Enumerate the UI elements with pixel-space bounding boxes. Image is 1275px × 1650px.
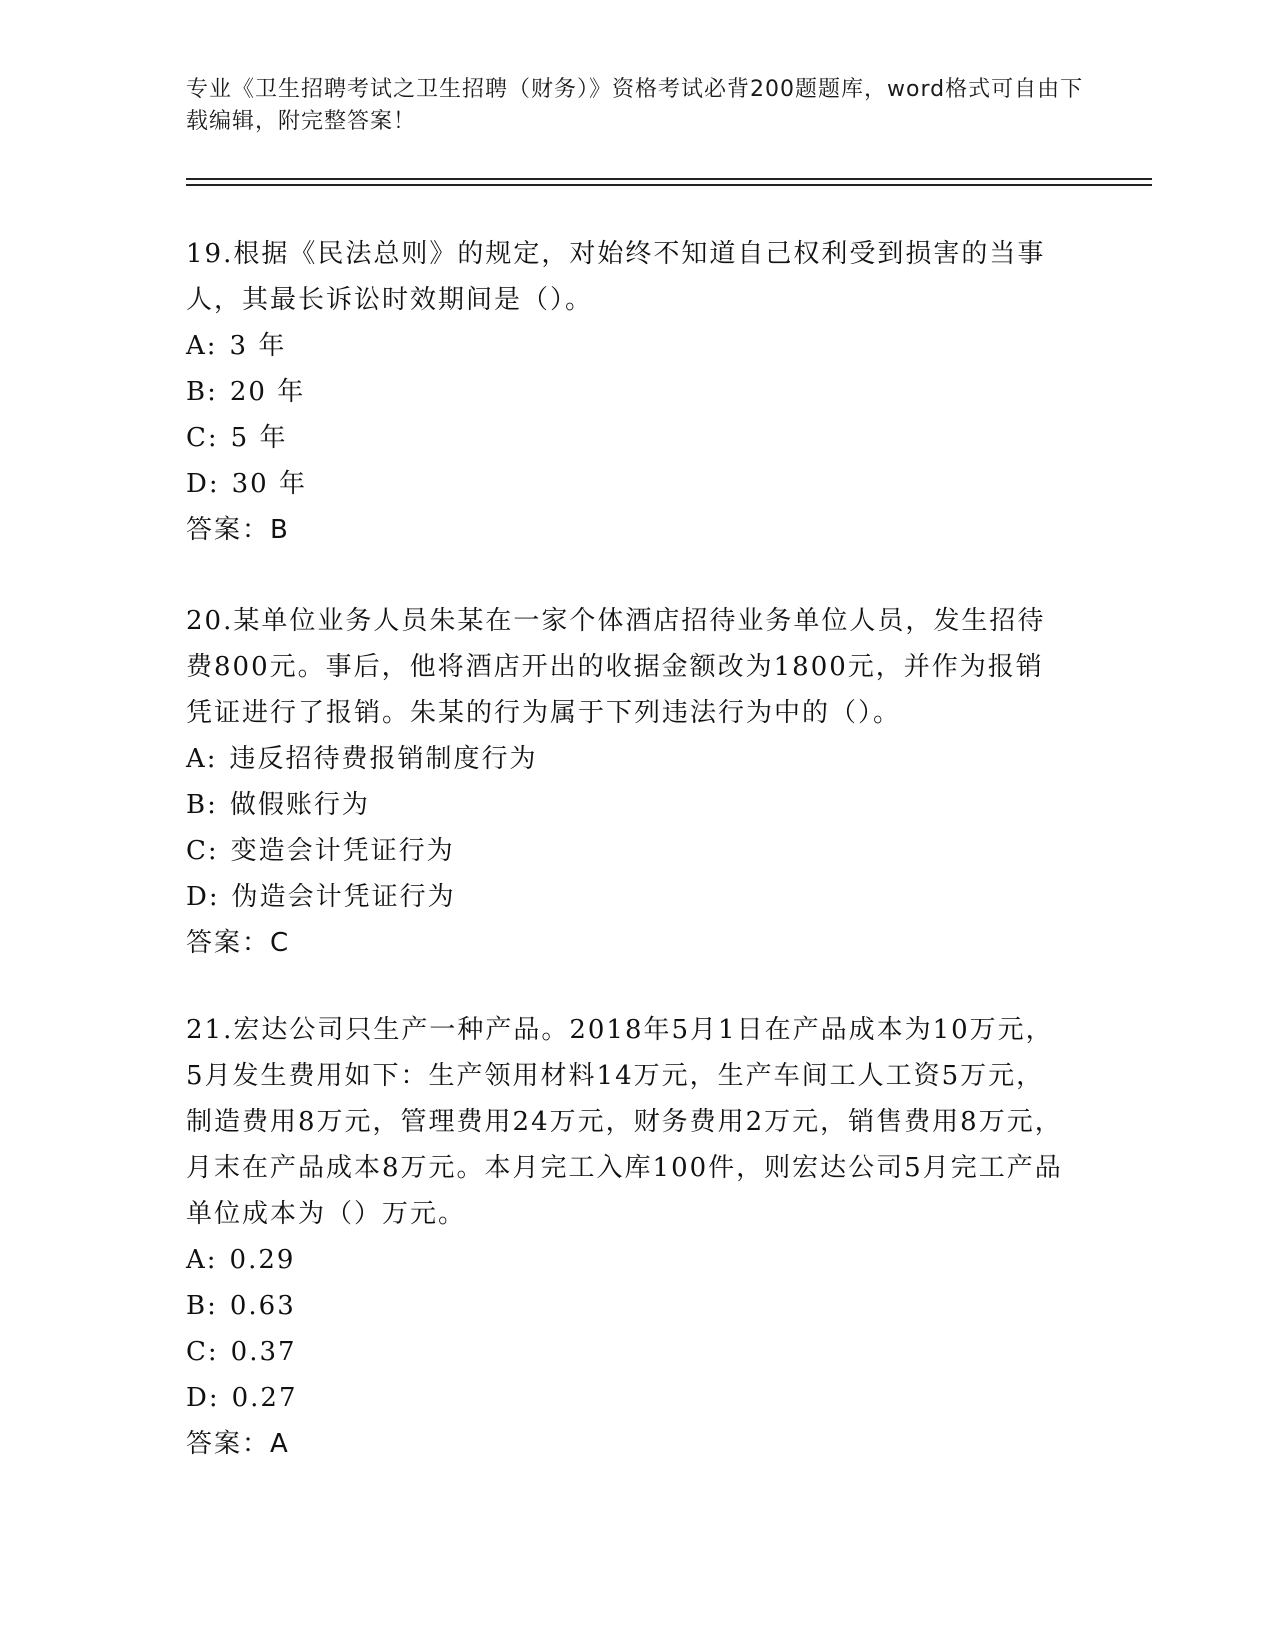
question-20 [186, 598, 1066, 966]
option-a: A: 3 年 [186, 323, 1066, 369]
option-letter: C [186, 1337, 208, 1367]
option-letter: B [186, 377, 208, 407]
option-text: 0.27 [231, 1383, 298, 1413]
option-text: 3 年 [229, 331, 287, 361]
question-19 [186, 231, 1066, 553]
answer-label: 答案：C [186, 928, 291, 958]
option-letter: C [186, 836, 208, 866]
option-letter: A [186, 331, 207, 361]
option-text: 30 年 [231, 469, 307, 499]
option-b: B: 20 年 [186, 369, 1066, 415]
option-c: C: 0.37 [186, 1329, 1066, 1375]
question-21 [186, 1007, 1066, 1467]
answer-label: 答案：B [186, 515, 290, 545]
option-letter: D [186, 1383, 209, 1413]
option-letter: B [186, 790, 208, 820]
option-letter: D [186, 469, 209, 499]
answer-label: 答案：A [186, 1429, 290, 1459]
option-text: 0.29 [229, 1245, 296, 1275]
option-letter: A [186, 1245, 207, 1275]
option-text: 伪造会计凭证行为 [231, 882, 456, 912]
option-text: 0.63 [229, 1291, 296, 1321]
question-stem: 20.某单位业务人员朱某在一家个体酒店招待业务单位人员，发生招待费800元。事后，他将酒店开出的收据金额改为1800元，并作为报销凭证进行了报销。朱某的行为属于下列违法行为中的（）。 [186, 606, 1046, 728]
question-stem: 21.宏达公司只生产一种产品。2018年5月1日在产品成本为10万元，5月发生费用如下：生产领用材料14万元，生产车间工人工资5万元，制造费用8万元，管理费用24万元，财务费用2万元，销售费用8万元，月末在产品成本8万元。本月完工入库100件，则宏达公司5月完工产品单位成本为（）万元。 [186, 1015, 1063, 1229]
document-header: 专业《卫生招聘考试之卫生招聘（财务）》资格考试必背200题题库，word格式可自由下载编辑，附完整答案！ [186, 77, 1084, 134]
option-text: 20 年 [229, 377, 306, 407]
option-a: A: 0.29 [186, 1237, 1066, 1283]
option-text: 0.37 [230, 1337, 297, 1367]
option-b: B: 做假账行为 [186, 782, 1066, 828]
option-letter: D [186, 882, 209, 912]
option-a: A: 违反招待费报销制度行为 [186, 736, 1066, 782]
option-d: D: 0.27 [186, 1375, 1066, 1421]
option-text: 变造会计凭证行为 [230, 836, 455, 866]
option-letter: B [186, 1291, 208, 1321]
option-text: 做假账行为 [229, 790, 370, 820]
option-c: C: 5 年 [186, 415, 1066, 461]
option-d: D: 伪造会计凭证行为 [186, 874, 1066, 920]
header-divider-top [186, 178, 1152, 180]
option-letter: A [186, 744, 207, 774]
option-text: 违反招待费报销制度行为 [229, 744, 538, 774]
option-c: C: 变造会计凭证行为 [186, 828, 1066, 874]
question-stem: 19.根据《民法总则》的规定，对始终不知道自己权利受到损害的当事人，其最长诉讼时效期间是（）。 [186, 239, 1046, 315]
option-b: B: 0.63 [186, 1283, 1066, 1329]
option-text: 5 年 [230, 423, 288, 453]
header-divider-bottom [186, 184, 1152, 186]
option-d: D: 30 年 [186, 461, 1066, 507]
option-letter: C [186, 423, 208, 453]
